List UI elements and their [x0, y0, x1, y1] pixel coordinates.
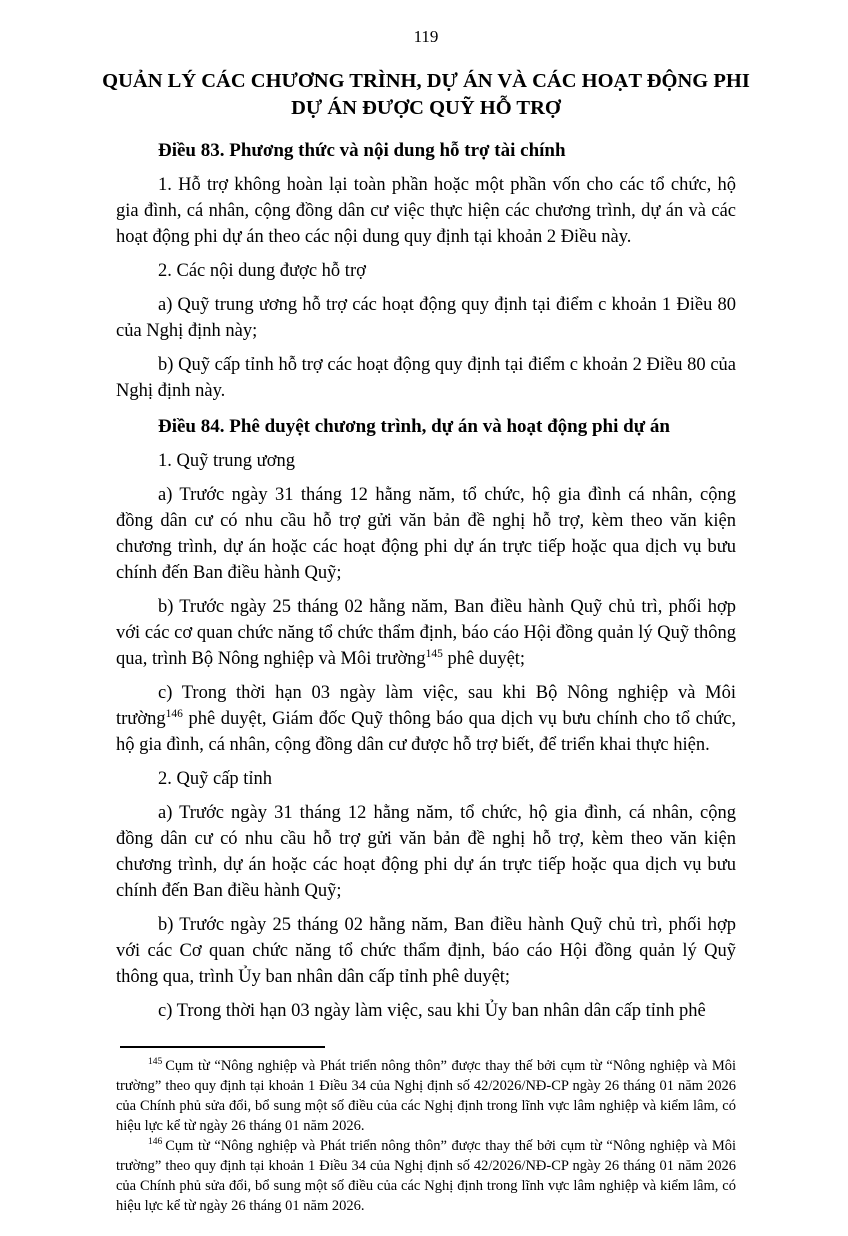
footnote-ref-146: 146	[165, 707, 183, 720]
footnote-145-text: Cụm từ “Nông nghiệp và Phát triển nông thôn” được thay thế bởi cụm từ “Nông nghiệp và Môi trường” theo quy định tại khoản 1 Điều 34 của Nghị định số 42/2026/NĐ-CP ngày 26 tháng 01 năm 2026 của Chính phủ sửa đổi, bổ sung một số điều của các Nghị định trong lĩnh vực lâm nghiệp và kiểm lâm, có hiệu lực kể từ ngày 26 tháng 01 năm 2026.	[116, 1058, 736, 1134]
article-84-section-1c-tail: phê duyệt, Giám đốc Quỹ thông báo qua dịch vụ bưu chính cho tổ chức, hộ gia đình, cá nhân, cộng đồng dân cư được hỗ trợ biết, để triển khai thực hiện.	[116, 709, 736, 755]
article-84-section-2a: a) Trước ngày 31 tháng 12 hằng năm, tổ chức, hộ gia đình, cá nhân, cộng đồng dân cư có nhu cầu hỗ trợ gửi văn bản đề nghị hỗ trợ, kèm theo văn kiện chương trình, dự án hoặc các hoạt động phi dự án trực tiếp hoặc qua dịch vụ bưu chính đến Ban điều hành Quỹ;	[116, 803, 736, 901]
footnote-145-marker: 145	[148, 1057, 163, 1068]
article-83-clause-2b: b) Quỹ cấp tỉnh hỗ trợ các hoạt động quy định tại điểm c khoản 2 Điều 80 của Nghị định này.	[116, 355, 736, 401]
article-84-section-1c	[116, 680, 736, 758]
article-84-section-2b: b) Trước ngày 25 tháng 02 hằng năm, Ban điều hành Quỹ chủ trì, phối hợp với các Cơ quan chức năng tổ chức thẩm định, báo cáo Hội đồng quản lý Quỹ thông qua, trình Ủy ban nhân dân cấp tỉnh phê duyệt;	[116, 915, 736, 987]
article-84-section-1b-text: b) Trước ngày 25 tháng 02 hằng năm, Ban điều hành Quỹ chủ trì, phối hợp với các cơ quan chức năng tổ chức thẩm định, báo cáo Hội đồng quản lý Quỹ thông qua, trình Bộ Nông nghiệp và Môi trường	[116, 597, 736, 669]
footnote-146-text: Cụm từ “Nông nghiệp và Phát triển nông thôn” được thay thế bởi cụm từ “Nông nghiệp và Môi trường” theo quy định tại khoản 1 Điều 34 của Nghị định số 42/2026/NĐ-CP ngày 26 tháng 01 năm 2026 của Chính phủ sửa đổi, bổ sung một số điều của các Nghị định trong lĩnh vực lâm nghiệp và kiểm lâm, có hiệu lực kể từ ngày 26 tháng 01 năm 2026.	[116, 1138, 736, 1214]
article-84-section-1-title: 1. Quỹ trung ương	[158, 451, 295, 471]
article-84-section-1b-tail: phê duyệt;	[442, 649, 526, 669]
article-84-heading: Điều 84. Phê duyệt chương trình, dự án và hoạt động phi dự án	[158, 416, 670, 437]
article-83-clause-1: 1. Hỗ trợ không hoàn lại toàn phần hoặc một phần vốn cho các tổ chức, hộ gia đình, cá nhân, cộng đồng dân cư việc thực hiện các chương trình, dự án và các hoạt động phi dự án theo các nội dung quy định tại khoản 2 Điều này.	[116, 175, 736, 247]
article-84-section-1c-text: c) Trong thời hạn 03 ngày làm việc, sau khi Bộ Nông nghiệp và Môi trường	[116, 683, 736, 729]
footnote-146-marker: 146	[148, 1137, 163, 1148]
chapter-title	[98, 68, 754, 122]
article-84-section-1a: a) Trước ngày 31 tháng 12 hằng năm, tổ chức, hộ gia đình cá nhân, cộng đồng dân cư có nhu cầu hỗ trợ gửi văn bản đề nghị hỗ trợ, kèm theo văn kiện chương trình, dự án hoặc các hoạt động phi dự án trực tiếp hoặc qua dịch vụ bưu chính đến Ban điều hành Quỹ;	[116, 485, 736, 583]
footnote-145	[116, 1056, 736, 1136]
chapter-title-line-2: DỰ ÁN ĐƯỢC QUỸ HỖ TRỢ	[291, 97, 561, 119]
article-84-section-2-title: 2. Quỹ cấp tỉnh	[158, 769, 273, 789]
article-83-heading: Điều 83. Phương thức và nội dung hỗ trợ tài chính	[158, 140, 566, 161]
page-number: 119	[413, 27, 439, 46]
article-84-section-1b	[116, 594, 736, 672]
footnote-ref-145: 145	[425, 647, 443, 660]
article-83-clause-2: 2. Các nội dung được hỗ trợ	[158, 261, 366, 281]
footnote-divider	[120, 1046, 325, 1048]
footnotes	[116, 1056, 736, 1216]
chapter-title-line-1: QUẢN LÝ CÁC CHƯƠNG TRÌNH, DỰ ÁN VÀ CÁC HOẠT ĐỘNG PHI	[102, 70, 750, 92]
footnote-146	[116, 1136, 736, 1216]
article-84-section-2c-partial: c) Trong thời hạn 03 ngày làm việc, sau khi Ủy ban nhân dân cấp tỉnh phê	[158, 1001, 706, 1021]
article-83-clause-2a: a) Quỹ trung ương hỗ trợ các hoạt động quy định tại điểm c khoản 1 Điều 80 của Nghị định này;	[116, 295, 736, 341]
